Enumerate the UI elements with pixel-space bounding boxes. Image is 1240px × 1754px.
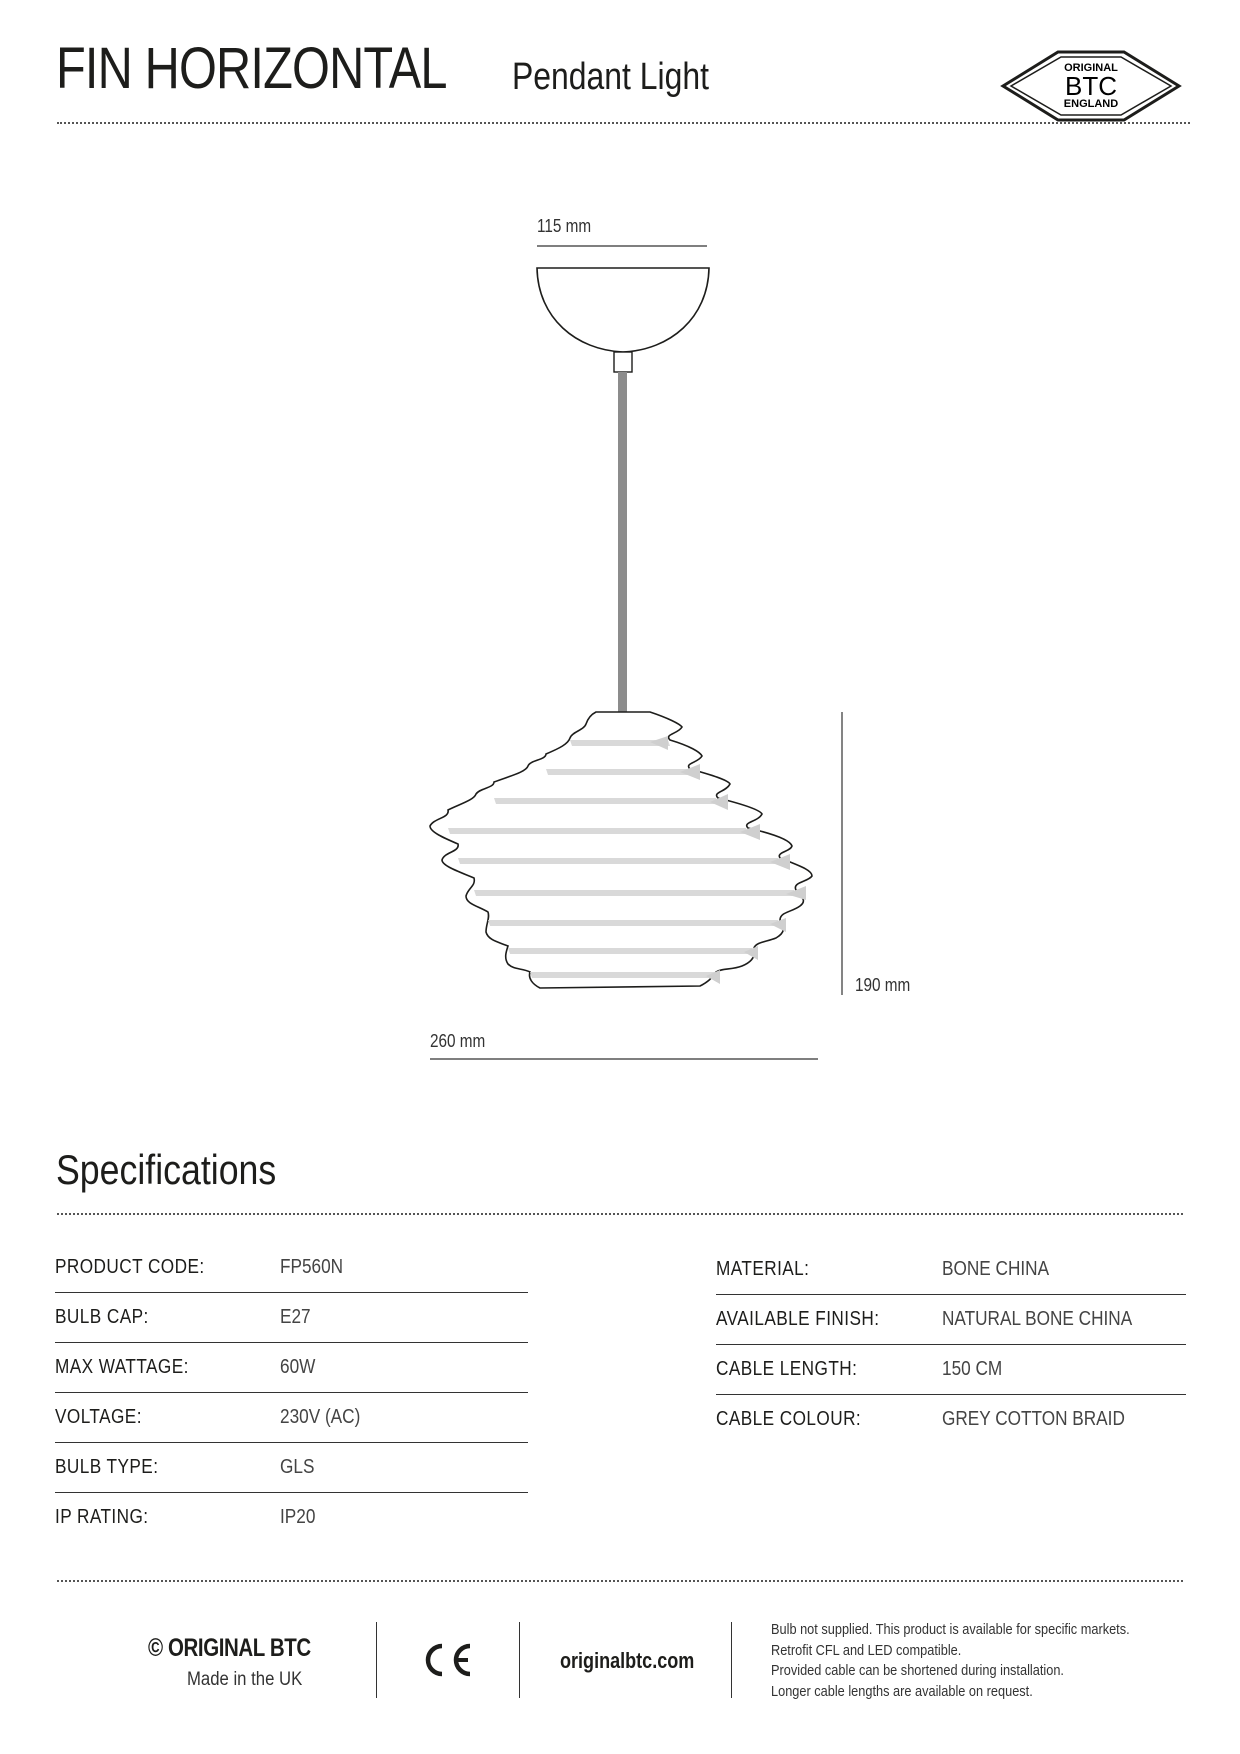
- spec-value: GREY COTTON BRAID: [942, 1408, 1125, 1430]
- spec-value: 60W: [280, 1356, 316, 1378]
- footer-divider: [57, 1580, 1183, 1582]
- spec-label: MAX WATTAGE:: [55, 1356, 189, 1378]
- spec-value: FP560N: [280, 1256, 344, 1278]
- spec-label: BULB CAP:: [55, 1306, 149, 1328]
- spec-row: [716, 1395, 1186, 1445]
- spec-value: 230V (AC): [280, 1406, 361, 1428]
- logo-line1: ORIGINAL: [1064, 62, 1118, 74]
- spec-row: [55, 1343, 528, 1393]
- pendant-cable: [618, 372, 627, 712]
- spec-row: [716, 1295, 1186, 1345]
- spec-label: CABLE COLOUR:: [716, 1408, 862, 1430]
- spec-row: [716, 1345, 1186, 1395]
- spec-row: [55, 1243, 528, 1293]
- spec-value: 150 CM: [942, 1358, 1003, 1380]
- spec-value: BONE CHINA: [942, 1258, 1050, 1280]
- ceiling-canopy: [537, 268, 709, 352]
- spec-label: PRODUCT CODE:: [55, 1256, 205, 1278]
- spec-label: MATERIAL:: [716, 1258, 810, 1280]
- spec-row: [55, 1293, 528, 1343]
- footer-note: Provided cable can be shortened during installation.: [771, 1663, 1064, 1679]
- page-title: FIN HORIZONTAL: [56, 36, 447, 101]
- spec-value: E27: [280, 1306, 311, 1328]
- spec-label: CABLE LENGTH:: [716, 1358, 858, 1380]
- logo-line3: ENGLAND: [1063, 98, 1119, 110]
- shade-height-label: 190 mm: [855, 975, 911, 995]
- canopy-width-label: 115 mm: [537, 216, 592, 236]
- specs-divider: [57, 1213, 1183, 1215]
- ce-mark-text: CE: [418, 1642, 420, 1643]
- spec-label: BULB TYPE:: [55, 1456, 159, 1478]
- spec-label: AVAILABLE FINISH:: [716, 1308, 880, 1330]
- footer-separator: [731, 1622, 732, 1698]
- spec-table-right: [716, 1245, 1186, 1444]
- spec-table-left: [55, 1243, 528, 1542]
- footer-brand: © ORIGINAL BTC: [148, 1634, 311, 1662]
- made-in-label: Made in the UK: [187, 1669, 303, 1690]
- spec-label: IP RATING:: [55, 1506, 149, 1528]
- spec-row: [55, 1493, 528, 1543]
- footer-notes: [771, 1620, 1130, 1702]
- website-link[interactable]: originalbtc.com: [560, 1648, 695, 1673]
- footer-note: Bulb not supplied. This product is available for specific markets.: [771, 1622, 1130, 1638]
- logo-line2: BTC: [1065, 71, 1117, 101]
- specifications-heading: Specifications: [56, 1146, 277, 1193]
- footer-separator: [519, 1622, 520, 1698]
- spec-row: [55, 1393, 528, 1443]
- fin-shade: [430, 712, 812, 988]
- footer-note: Longer cable lengths are available on request.: [771, 1683, 1033, 1700]
- cord-grip: [614, 352, 632, 372]
- spec-value: NATURAL BONE CHINA: [942, 1308, 1133, 1330]
- shade-width-label: 260 mm: [430, 1031, 486, 1051]
- spec-row: [55, 1443, 528, 1493]
- spec-label: VOLTAGE:: [55, 1406, 142, 1428]
- spec-value: GLS: [280, 1456, 315, 1478]
- spec-row: [716, 1245, 1186, 1295]
- spec-value: IP20: [280, 1506, 316, 1528]
- footer-note: Retrofit CFL and LED compatible.: [771, 1642, 962, 1659]
- page-subtitle: Pendant Light: [512, 56, 710, 98]
- footer-separator: [376, 1622, 377, 1698]
- ce-mark-icon: [418, 1642, 474, 1678]
